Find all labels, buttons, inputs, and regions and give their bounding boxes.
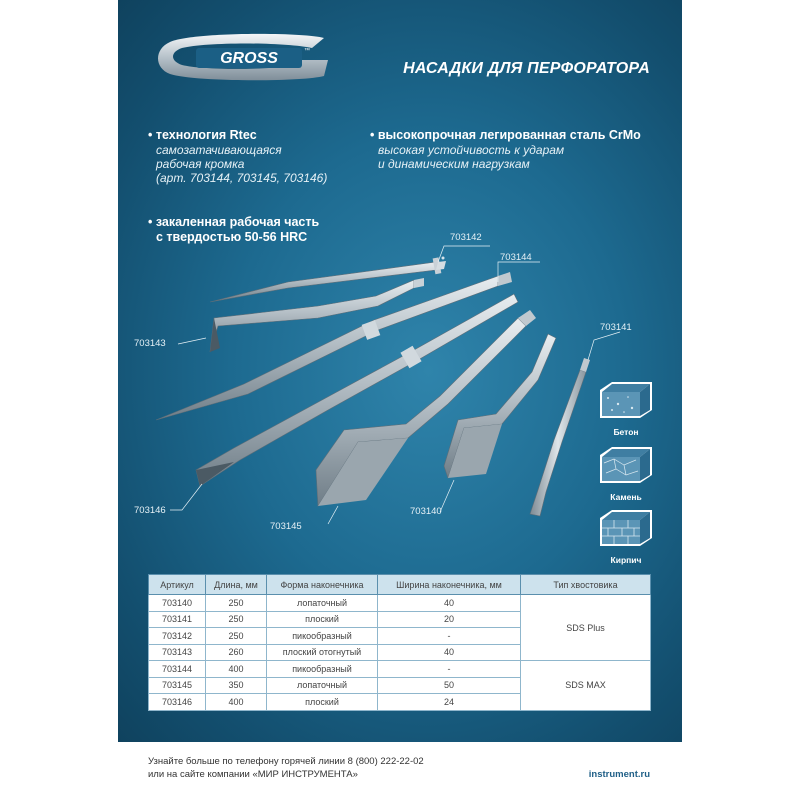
- material-concrete: [598, 380, 654, 437]
- material-label: Бетон: [613, 427, 639, 437]
- spec-table: [148, 574, 651, 711]
- shank-sds-plus: SDS Plus: [521, 595, 651, 661]
- table-row: 703141 250 плоский 20: [149, 611, 651, 628]
- callout-703141: 703141: [600, 322, 632, 333]
- footer-hotline: Узнайте больше по телефону горячей линии 8 (800) 222-22-02: [148, 756, 424, 767]
- chisel-703142: [210, 257, 446, 303]
- footer-company: или на сайте компании «МИР ИНСТРУМЕНТА»: [148, 769, 358, 780]
- chisel-703141: [530, 358, 590, 516]
- stone-icon: [598, 445, 654, 485]
- col-tip-width: Ширина наконечника, мм: [378, 575, 521, 595]
- callout-703143: 703143: [134, 338, 166, 349]
- table-row: 703144 400 пикообразный - SDS MAX: [149, 661, 651, 678]
- chisel-703140: [444, 334, 556, 478]
- material-label: Кирпич: [610, 555, 642, 565]
- material-stone: [598, 445, 654, 502]
- callout-703145: 703145: [270, 521, 302, 532]
- brand-text: GROSS: [220, 50, 278, 67]
- table-row: 703140 250 лопаточный 40 SDS Plus: [149, 595, 651, 612]
- col-length: Длина, мм: [206, 575, 267, 595]
- feature-rtec: • технология Rtec самозатачивающаяся рабочая кромка (арт. 703144, 703145, 703146): [148, 128, 328, 185]
- callout-703144: 703144: [500, 252, 532, 263]
- col-tip-shape: Форма наконечника: [267, 575, 378, 595]
- footer-website-link[interactable]: instrument.ru: [588, 769, 650, 780]
- svg-text:™: ™: [304, 48, 310, 54]
- col-article: Артикул: [149, 575, 206, 595]
- callout-703142: 703142: [450, 232, 482, 243]
- table-row: 703145 350 лопаточный 50: [149, 677, 651, 694]
- callout-703146: 703146: [134, 505, 166, 516]
- concrete-icon: [598, 380, 654, 420]
- feature-hardened: • закаленная рабочая часть с твердостью 50-56 HRC: [148, 215, 320, 244]
- feature-steel: • высокопрочная легированная сталь CrMo высокая устойчивость к ударам и динамическим нагрузкам: [370, 128, 641, 171]
- table-header-row: [149, 575, 651, 595]
- col-shank-type: Тип хвостовика: [521, 575, 651, 595]
- table-row: 703142 250 пикообразный -: [149, 628, 651, 645]
- material-brick: [598, 508, 654, 565]
- shank-sds-max: SDS MAX: [521, 661, 651, 711]
- material-label: Камень: [610, 492, 642, 502]
- brick-icon: [598, 508, 654, 548]
- table-row: 703146 400 плоский 24: [149, 694, 651, 711]
- product-poster: [118, 0, 682, 742]
- callout-703140: 703140: [410, 506, 442, 517]
- table-row: 703143 260 плоский отогнутый 40: [149, 644, 651, 661]
- page-title: НАСАДКИ ДЛЯ ПЕРФОРАТОРА: [403, 60, 650, 77]
